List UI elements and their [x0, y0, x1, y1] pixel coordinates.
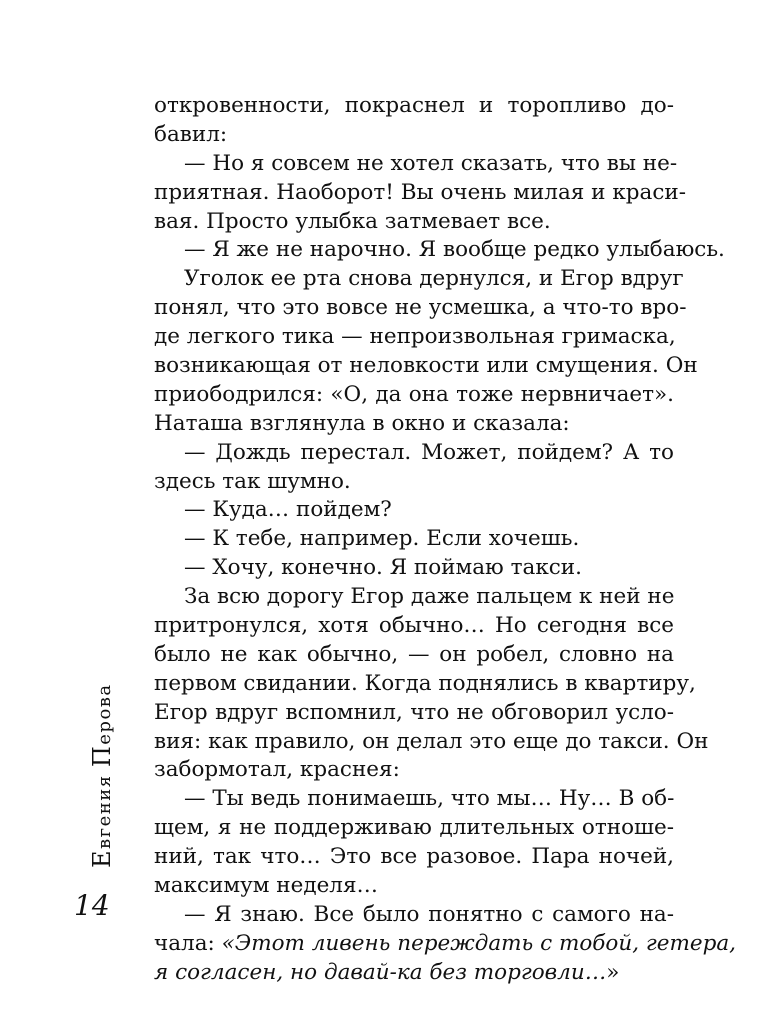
- text-line-roman: забормотал, краснея:: [154, 757, 400, 783]
- text-line-roman: Наташа взглянула в окно и сказала:: [154, 410, 570, 436]
- running-head-name-rest: вгения: [94, 767, 115, 849]
- running-head-author: [88, 668, 116, 868]
- text-line: [154, 612, 674, 641]
- text-line-roman: Егор вдруг вспомнил, что не обговорил усло-: [154, 699, 674, 725]
- running-head-surname-initial: П: [88, 744, 116, 768]
- page-number: 14: [74, 889, 110, 922]
- text-line: [154, 150, 678, 179]
- text-line-roman: — Я знаю. Все было понятно с самого на-: [184, 901, 674, 927]
- text-line-roman: — Хочу, конечно. Я поймаю такси.: [184, 555, 582, 581]
- text-line: [154, 670, 696, 699]
- text-line-roman: вия: как правило, он делал это еще до такси. Он: [154, 728, 709, 754]
- text-line-roman: — Я же не нарочно. Я вообще редко улыбаюсь.: [184, 237, 725, 263]
- text-line: [154, 352, 698, 381]
- text-line-roman: максимум неделя…: [154, 873, 379, 899]
- text-line-roman: чала:: [154, 930, 222, 956]
- text-line-roman: — Ты ведь понимаешь, что мы… Ну… В об-: [184, 786, 675, 812]
- text-line: [154, 468, 674, 497]
- text-line-roman: ний, так что… Это все разовое. Пара ночей,: [154, 844, 674, 870]
- text-line-roman: было не как обычно, — он робел, словно на: [154, 641, 674, 667]
- text-line: [154, 959, 674, 988]
- text-line: [154, 554, 674, 583]
- text-line-closing-quote: »: [606, 959, 620, 985]
- text-line: [154, 381, 674, 410]
- text-line: [154, 439, 674, 468]
- text-line: [154, 814, 674, 843]
- text-line-roman: приободрился: «О, да она тоже нервничает».: [154, 381, 674, 407]
- text-line-roman: — Дождь перестал. Может, пойдем? А то: [184, 439, 674, 465]
- text-line-roman: бавил:: [154, 121, 228, 147]
- text-line: [154, 208, 674, 237]
- text-line: [154, 496, 674, 525]
- text-line: [154, 930, 736, 959]
- text-line-roman: — Но я совсем не хотел сказать, что вы не-: [184, 150, 678, 176]
- text-line-roman: здесь так шумно.: [154, 468, 351, 494]
- body-text: [154, 92, 736, 988]
- text-line: [154, 872, 674, 901]
- text-line: [154, 525, 674, 554]
- text-line-roman: вая. Просто улыбка затмевает все.: [154, 208, 551, 234]
- text-line-italic-quote: «Этот ливень переждать с тобой, гетера,: [221, 930, 736, 956]
- text-line: [154, 265, 684, 294]
- text-line: [154, 728, 709, 757]
- text-line-roman: Уголок ее рта снова дернулся, и Егор вдруг: [184, 266, 684, 292]
- text-line: [154, 236, 725, 265]
- text-line-roman: откровенности, покраснел и торопливо до-: [154, 93, 674, 118]
- text-line-roman: понял, что это вовсе не усмешка, а что-то вро-: [154, 295, 687, 321]
- text-line-roman: щем, я не поддерживаю длительных отноше-: [154, 815, 674, 841]
- text-line: [154, 756, 674, 785]
- running-head-surname-rest: ерова: [94, 683, 115, 745]
- text-line: [154, 92, 674, 121]
- text-line-roman: возникающая от неловкости или смущения. Он: [154, 353, 698, 379]
- text-line-roman: — Куда… пойдем?: [184, 497, 392, 523]
- text-line: [154, 641, 674, 670]
- text-line: [154, 121, 674, 150]
- text-line-roman: притронулся, хотя обычно… Но сегодня все: [154, 613, 674, 639]
- text-line: [154, 294, 687, 323]
- text-line-roman: — К тебе, например. Если хочешь.: [184, 526, 580, 552]
- text-line: [154, 179, 686, 208]
- text-line: [154, 410, 674, 439]
- text-line: [154, 843, 674, 872]
- text-line: [154, 583, 674, 612]
- text-line: [154, 323, 674, 352]
- running-head-name-initial: Е: [88, 848, 116, 868]
- text-line: [154, 699, 674, 728]
- text-line-roman: де легкого тика — непроизвольная гримаска,: [154, 324, 676, 350]
- text-line: [154, 901, 674, 930]
- text-line: [154, 785, 674, 814]
- text-line-roman: приятная. Наоборот! Вы очень милая и краси-: [154, 179, 686, 205]
- text-line-italic-quote: я согласен, но давай-ка без торговли…: [154, 959, 607, 985]
- text-line-roman: За всю дорогу Егор даже пальцем к ней не: [184, 584, 675, 610]
- text-line-roman: первом свидании. Когда поднялись в квартиру,: [154, 670, 696, 696]
